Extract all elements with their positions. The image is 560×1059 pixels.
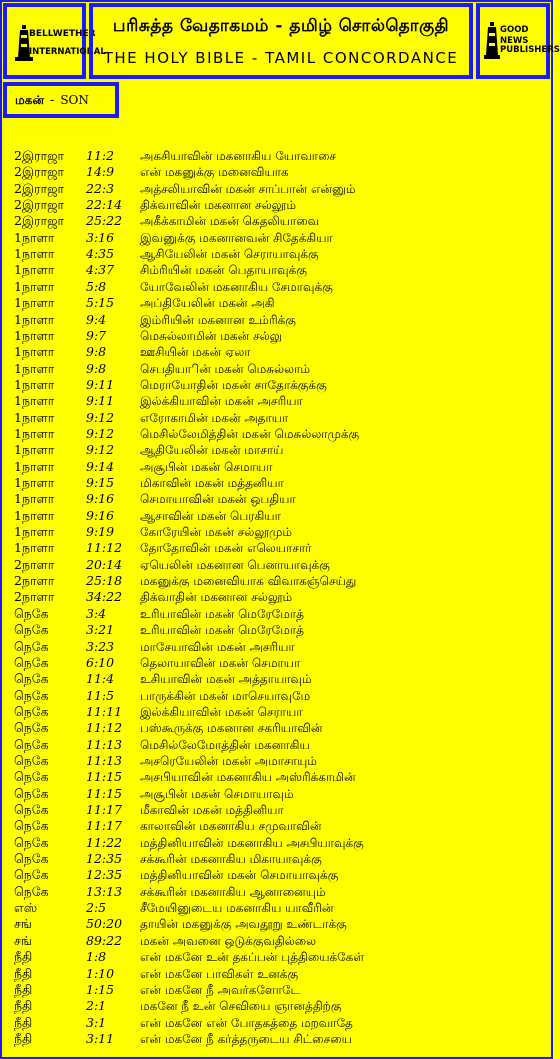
entry-reference: 11:5 bbox=[86, 687, 115, 703]
entry-reference: 2:5 bbox=[86, 900, 107, 916]
entry-text: யோவேலின் மகனாகிய சேமாவுக்கு bbox=[140, 279, 333, 294]
entry-reference: 9:11 bbox=[86, 393, 115, 409]
entry-reference: 9:15 bbox=[86, 475, 115, 490]
list-item bbox=[0, 1015, 553, 1031]
entry-text: உரியாவின் மகன் மெரேமோத் bbox=[140, 606, 304, 621]
list-item bbox=[0, 818, 553, 834]
entry-reference: 9:11 bbox=[86, 376, 115, 392]
title-tamil: பரிசுத்த வேதாகமம் - தமிழ் சொல்தொகுதி bbox=[112, 16, 450, 36]
logo-left-line1: BELLWETHER bbox=[29, 29, 96, 39]
logo-left-line2: INTERNATIONAL bbox=[29, 47, 106, 57]
entry-book: 1நாளா bbox=[14, 327, 55, 343]
entry-text: செபதியாின் மகன் மெசுல்லாம் bbox=[140, 361, 310, 376]
list-item bbox=[0, 737, 553, 753]
list-item bbox=[0, 769, 553, 785]
entry-book: நெகே bbox=[14, 622, 49, 638]
list-item bbox=[0, 900, 553, 916]
entry-text: மீகாவின் மகன் மத்தினியா bbox=[140, 803, 284, 817]
entry-book: நெகே bbox=[14, 785, 49, 801]
list-item bbox=[0, 491, 553, 507]
entry-reference: 3:16 bbox=[86, 229, 115, 245]
entry-book: 2இராஜா bbox=[14, 213, 65, 229]
entry-text: எரோகாமின் மகன் அதாயா bbox=[140, 410, 289, 425]
entry-reference: 11:12 bbox=[86, 720, 123, 736]
entry-reference: 5:15 bbox=[86, 295, 115, 311]
entry-text: என் மகனே என் போதகத்தை மறவாதே bbox=[140, 1015, 353, 1030]
entry-reference: 1:15 bbox=[86, 981, 115, 997]
entry-text: இல்க்கியாவின் மகன் அசரியா bbox=[140, 394, 303, 409]
entry-reference: 9:19 bbox=[86, 524, 115, 540]
entry-reference: 12:35 bbox=[86, 867, 123, 883]
entry-book: 2நாளா bbox=[14, 556, 55, 572]
list-item bbox=[0, 688, 553, 704]
entry-reference: 5:8 bbox=[86, 278, 107, 294]
entry-text: மெசில்லேமித்தின் மகன் மெசுல்லாமுக்கு bbox=[140, 426, 360, 441]
entry-reference: 11:12 bbox=[86, 540, 123, 556]
entry-text: அசரெயேலின் மகன் அமாசாயும் bbox=[140, 753, 317, 768]
entry-text: என் மகனே பாவிகள் உனக்கு bbox=[140, 966, 299, 981]
entry-reference: 9:7 bbox=[86, 327, 107, 343]
entry-text: மெராயோதின் மகன் சாதோக்குக்கு bbox=[140, 377, 327, 392]
list-item bbox=[0, 540, 553, 556]
list-item bbox=[0, 966, 553, 982]
entry-reference: 13:13 bbox=[86, 883, 123, 899]
entry-text: அகசியாவின் மகனாகிய யோவாசை bbox=[140, 149, 337, 163]
list-item bbox=[0, 377, 553, 393]
entry-book: நெகே bbox=[14, 802, 49, 817]
entry-text: இவனுக்கு மகனானவன் சிதேக்கியா bbox=[140, 230, 333, 245]
entry-book: 1நாளா bbox=[14, 393, 55, 409]
entry-book: 1நாளா bbox=[14, 229, 55, 245]
entry-book: நீதி bbox=[14, 1014, 33, 1030]
entry-reference: 2:1 bbox=[86, 998, 107, 1014]
list-item bbox=[0, 786, 553, 802]
list-item bbox=[0, 213, 553, 229]
headword bbox=[15, 93, 89, 109]
entry-book: 2நாளா bbox=[14, 589, 55, 605]
entry-book: 1நாளா bbox=[14, 295, 55, 311]
list-item bbox=[0, 426, 553, 442]
logo-right-line2: PUBLISHERS bbox=[500, 45, 560, 55]
entry-book: சங் bbox=[14, 916, 32, 932]
list-item bbox=[0, 197, 553, 213]
entry-text: கோரேயின் மகன் சல்லூமும் bbox=[140, 525, 293, 540]
entry-text: இல்க்கியாவின் மகன் செராயா bbox=[140, 704, 303, 719]
entry-text: சீமேயினுடைய மகனாகிய யாவீரின் bbox=[140, 901, 334, 916]
entry-text: பஸ்கூருக்கு மகனான சகரியாவின் bbox=[140, 721, 323, 736]
list-item bbox=[0, 753, 553, 769]
list-item bbox=[0, 410, 553, 426]
entry-reference: 6:10 bbox=[86, 654, 115, 670]
entry-reference: 9:12 bbox=[86, 442, 115, 458]
entry-book: எஸ் bbox=[14, 900, 38, 916]
entry-reference: 22:3 bbox=[86, 180, 115, 196]
entry-book: நீதி bbox=[14, 949, 33, 965]
entry-book: நெகே bbox=[14, 867, 49, 883]
list-item bbox=[0, 884, 553, 900]
entry-text: அத்சலியாவின் மகன் சாப்பான் என்னும் bbox=[140, 181, 356, 196]
entry-text: அப்தியேலின் மகன் அகி bbox=[140, 296, 275, 311]
list-item bbox=[0, 671, 553, 687]
entry-book: 1நாளா bbox=[14, 507, 55, 523]
entry-text: ஆசியேலின் மகன் செராயாவுக்கு bbox=[140, 247, 319, 262]
list-item bbox=[0, 998, 553, 1014]
entry-text: மெசுல்லாமின் மகன் சல்லு bbox=[140, 328, 283, 343]
entry-text: உசியாவின் மகன் அத்தாயாவும் bbox=[140, 672, 312, 687]
entry-book: நெகே bbox=[14, 851, 49, 867]
list-item bbox=[0, 312, 553, 328]
entry-book: நெகே bbox=[14, 736, 49, 752]
entry-text: மகனே நீ உன் செவியை ஞானத்திற்கு bbox=[140, 999, 342, 1014]
entry-text: இம்ரியின் மகனான உம்ரிக்கு bbox=[140, 312, 296, 327]
headword-tamil: மகன் bbox=[15, 93, 44, 107]
list-item bbox=[0, 916, 553, 932]
entry-text: செமாயாவின் மகன் ஒபதியா bbox=[140, 492, 296, 507]
entry-reference: 4:37 bbox=[86, 262, 115, 278]
entry-text: அகீக்காமின் மகன் கெதலியாவை bbox=[140, 214, 320, 229]
entry-reference: 11:22 bbox=[86, 834, 123, 850]
logo-right-line1: GOOD NEWS bbox=[500, 25, 529, 46]
entry-text: தாயின் மகனுக்கு அவதூறு உண்டாக்கு bbox=[140, 917, 347, 932]
list-item bbox=[0, 851, 553, 867]
entry-book: 1நாளா bbox=[14, 344, 55, 360]
entry-book: நெகே bbox=[14, 834, 49, 850]
entry-reference: 11:4 bbox=[86, 671, 115, 687]
entry-reference: 12:35 bbox=[86, 851, 123, 867]
entry-text: தோதோவின் மகன் எலெயாசார் bbox=[140, 541, 312, 556]
entry-book: நெகே bbox=[14, 752, 49, 768]
entry-text: என் மகனுக்கு மனைவியாக bbox=[140, 165, 289, 180]
entry-book: 1நாளா bbox=[14, 360, 55, 376]
entry-reference: 25:18 bbox=[86, 573, 123, 589]
entry-book: 2இராஜா bbox=[14, 180, 65, 196]
list-item bbox=[0, 573, 553, 589]
entry-text: சக்கூரின் மகனாகிய மிகாயாவுக்கு bbox=[140, 852, 322, 867]
title-english: THE HOLY BIBLE - TAMIL CONCORDANCE bbox=[103, 49, 459, 67]
headword-box bbox=[3, 82, 119, 118]
entry-text: மாசேயாவின் மகன் அசரியா bbox=[140, 639, 295, 654]
entry-reference: 9:16 bbox=[86, 491, 115, 507]
headword-dash: - bbox=[49, 93, 55, 107]
list-item bbox=[0, 606, 553, 622]
entry-reference: 9:8 bbox=[86, 360, 107, 376]
list-item bbox=[0, 393, 553, 409]
entry-reference: 22:14 bbox=[86, 197, 123, 213]
entry-reference: 11:13 bbox=[86, 752, 123, 768]
list-item bbox=[0, 704, 553, 720]
entry-text: ஊசியின் மகன் ஏலா bbox=[140, 345, 251, 360]
entry-reference: 9:12 bbox=[86, 425, 115, 441]
entry-text: அசூபின் மகன் செமாயாவும் bbox=[140, 786, 294, 801]
list-item bbox=[0, 835, 553, 851]
entry-reference: 11:17 bbox=[86, 818, 123, 834]
entry-reference: 11:11 bbox=[86, 703, 123, 719]
entry-reference: 3:11 bbox=[86, 1030, 115, 1046]
entry-text: என் மகனே நீ கர்த்தருடைய சிட்சையை bbox=[140, 1031, 352, 1046]
list-item bbox=[0, 949, 553, 965]
list-item bbox=[0, 508, 553, 524]
entry-book: சங் bbox=[14, 932, 32, 948]
entry-book: 2இராஜா bbox=[14, 197, 65, 213]
entry-text: மத்தினியாவின் மகனாகிய அசபியாவுக்கு bbox=[140, 835, 364, 850]
entry-text: மிகாவின் மகன் மத்தனியா bbox=[140, 476, 284, 490]
entry-book: 1நாளா bbox=[14, 491, 55, 507]
entry-reference: 9:14 bbox=[86, 458, 115, 474]
entry-text: மத்தினியாவின் மகன் செமாயாவுக்கு bbox=[140, 868, 339, 883]
list-item bbox=[0, 557, 553, 573]
entry-book: 1நாளா bbox=[14, 425, 55, 441]
entry-book: 1நாளா bbox=[14, 262, 55, 278]
entry-book: 1நாளா bbox=[14, 442, 55, 458]
entry-book: 1நாளா bbox=[14, 540, 55, 556]
entry-book: 1நாளா bbox=[14, 458, 55, 474]
entry-book: 1நாளா bbox=[14, 311, 55, 327]
entry-reference: 11:15 bbox=[86, 769, 123, 785]
entry-text: அசூபின் மகன் செமாயா bbox=[140, 459, 273, 474]
entry-book: நீதி bbox=[14, 965, 33, 981]
entry-reference: 9:16 bbox=[86, 507, 115, 523]
list-item bbox=[0, 230, 553, 246]
entry-text: மகன் அவனை ஒடுக்குவதில்லை bbox=[140, 933, 317, 948]
entry-book: நெகே bbox=[14, 769, 49, 785]
entry-book: நீதி bbox=[14, 1030, 33, 1046]
entry-text: என் மகனே உன் தகப்பன் புத்தியைக்கேள் bbox=[140, 950, 365, 965]
list-item bbox=[0, 246, 553, 262]
entry-reference: 11:13 bbox=[86, 736, 123, 752]
entry-book: நெகே bbox=[14, 720, 49, 736]
entry-text: அசபியாவின் மகனாகிய அஸ்ரிக்காமின் bbox=[140, 770, 356, 785]
entry-text: மகனுக்கு மனைவியாக விவாகஞ்செய்து bbox=[140, 574, 357, 589]
entry-book: 1நாளா bbox=[14, 524, 55, 540]
entry-reference: 3:21 bbox=[86, 622, 115, 638]
list-item bbox=[0, 475, 553, 491]
entry-book: நெகே bbox=[14, 638, 49, 654]
entry-book: நெகே bbox=[14, 654, 49, 670]
entry-reference: 34:22 bbox=[86, 589, 123, 605]
list-item bbox=[0, 164, 553, 180]
entry-book: 1நாளா bbox=[14, 246, 55, 262]
entry-reference: 3:1 bbox=[86, 1014, 107, 1030]
entry-reference: 1:10 bbox=[86, 965, 115, 981]
good-news-logo bbox=[476, 3, 560, 79]
bellwether-logo bbox=[3, 3, 106, 79]
entry-reference: 11:2 bbox=[86, 148, 115, 163]
list-item bbox=[0, 262, 553, 278]
entry-text: ஏயெலின் மகனான பெனாயாவுக்கு bbox=[140, 557, 330, 572]
entry-text: என் மகனே நீ அவர்களோடே bbox=[140, 982, 301, 997]
entry-book: நெகே bbox=[14, 687, 49, 703]
entry-reference: 25:22 bbox=[86, 213, 123, 229]
entry-reference: 20:14 bbox=[86, 556, 123, 572]
entry-book: நீதி bbox=[14, 981, 33, 997]
entry-reference: 11:15 bbox=[86, 785, 123, 801]
list-item bbox=[0, 344, 553, 360]
entry-text: சிம்ரியின் மகன் பெதாயாவுக்கு bbox=[140, 263, 307, 278]
entry-text: உரியாவின் மகன் மெரேமோத் bbox=[140, 623, 304, 638]
entry-book: நீதி bbox=[14, 998, 33, 1014]
entry-text: ஆதியேலின் மகன் மாசாய் bbox=[140, 443, 284, 458]
list-item bbox=[0, 639, 553, 655]
list-item bbox=[0, 655, 553, 671]
headword-english: SON bbox=[60, 93, 89, 107]
entry-text: ஆசாவின் மகன் பெரகியா bbox=[140, 508, 281, 523]
entry-reference: 3:4 bbox=[86, 605, 107, 621]
list-item bbox=[0, 442, 553, 458]
list-item bbox=[0, 328, 553, 344]
entry-book: 1நாளா bbox=[14, 278, 55, 294]
entry-reference: 9:12 bbox=[86, 409, 115, 425]
entry-reference: 9:8 bbox=[86, 344, 107, 360]
entry-book: நெகே bbox=[14, 671, 49, 687]
entry-book: 2இராஜா bbox=[14, 148, 65, 163]
entry-text: மெசில்லேமோத்தின் மகனாகிய bbox=[140, 737, 310, 752]
entry-text: காலாவின் மகனாகிய சமுவாவின் bbox=[140, 819, 322, 834]
list-item bbox=[0, 279, 553, 295]
list-item bbox=[0, 361, 553, 377]
entry-book: 1நாளா bbox=[14, 409, 55, 425]
entry-book: நெகே bbox=[14, 818, 49, 834]
entry-reference: 14:9 bbox=[86, 164, 115, 180]
entry-text: திக்வாதின் மகனான சல்லூம் bbox=[140, 590, 293, 605]
entry-book: நெகே bbox=[14, 605, 49, 621]
list-item bbox=[0, 867, 553, 883]
list-item bbox=[0, 1031, 553, 1047]
list-item bbox=[0, 589, 553, 605]
list-item bbox=[0, 181, 553, 197]
list-item bbox=[0, 802, 553, 818]
entry-reference: 11:17 bbox=[86, 802, 123, 817]
title-box bbox=[89, 3, 473, 79]
list-item bbox=[0, 148, 553, 164]
entry-reference: 3:23 bbox=[86, 638, 115, 654]
entry-text: தெலாயாவின் மகன் செமாயா bbox=[140, 655, 301, 670]
list-item bbox=[0, 933, 553, 949]
entry-reference: 1:8 bbox=[86, 949, 107, 965]
entry-reference: 50:20 bbox=[86, 916, 123, 932]
entry-reference: 89:22 bbox=[86, 932, 123, 948]
entry-book: நெகே bbox=[14, 703, 49, 719]
entry-reference: 9:4 bbox=[86, 311, 107, 327]
entry-book: நெகே bbox=[14, 883, 49, 899]
entry-text: பாருக்கின் மகன் மாசெயாவுமே bbox=[140, 688, 311, 703]
entry-reference: 4:35 bbox=[86, 246, 115, 262]
entry-book: 2இராஜா bbox=[14, 164, 65, 180]
list-item bbox=[0, 982, 553, 998]
lighthouse-icon bbox=[484, 21, 500, 61]
list-item bbox=[0, 524, 553, 540]
list-item bbox=[0, 622, 553, 638]
entry-text: திக்வாவின் மகனான சல்லூம் bbox=[140, 198, 296, 213]
list-item bbox=[0, 295, 553, 311]
entry-book: 1நாளா bbox=[14, 376, 55, 392]
entry-text: சக்கூரின் மகனாகிய ஆனானையும் bbox=[140, 884, 326, 899]
entry-book: 1நாளா bbox=[14, 475, 55, 490]
entry-book: 2நாளா bbox=[14, 573, 55, 589]
list-item bbox=[0, 720, 553, 736]
list-item bbox=[0, 459, 553, 475]
